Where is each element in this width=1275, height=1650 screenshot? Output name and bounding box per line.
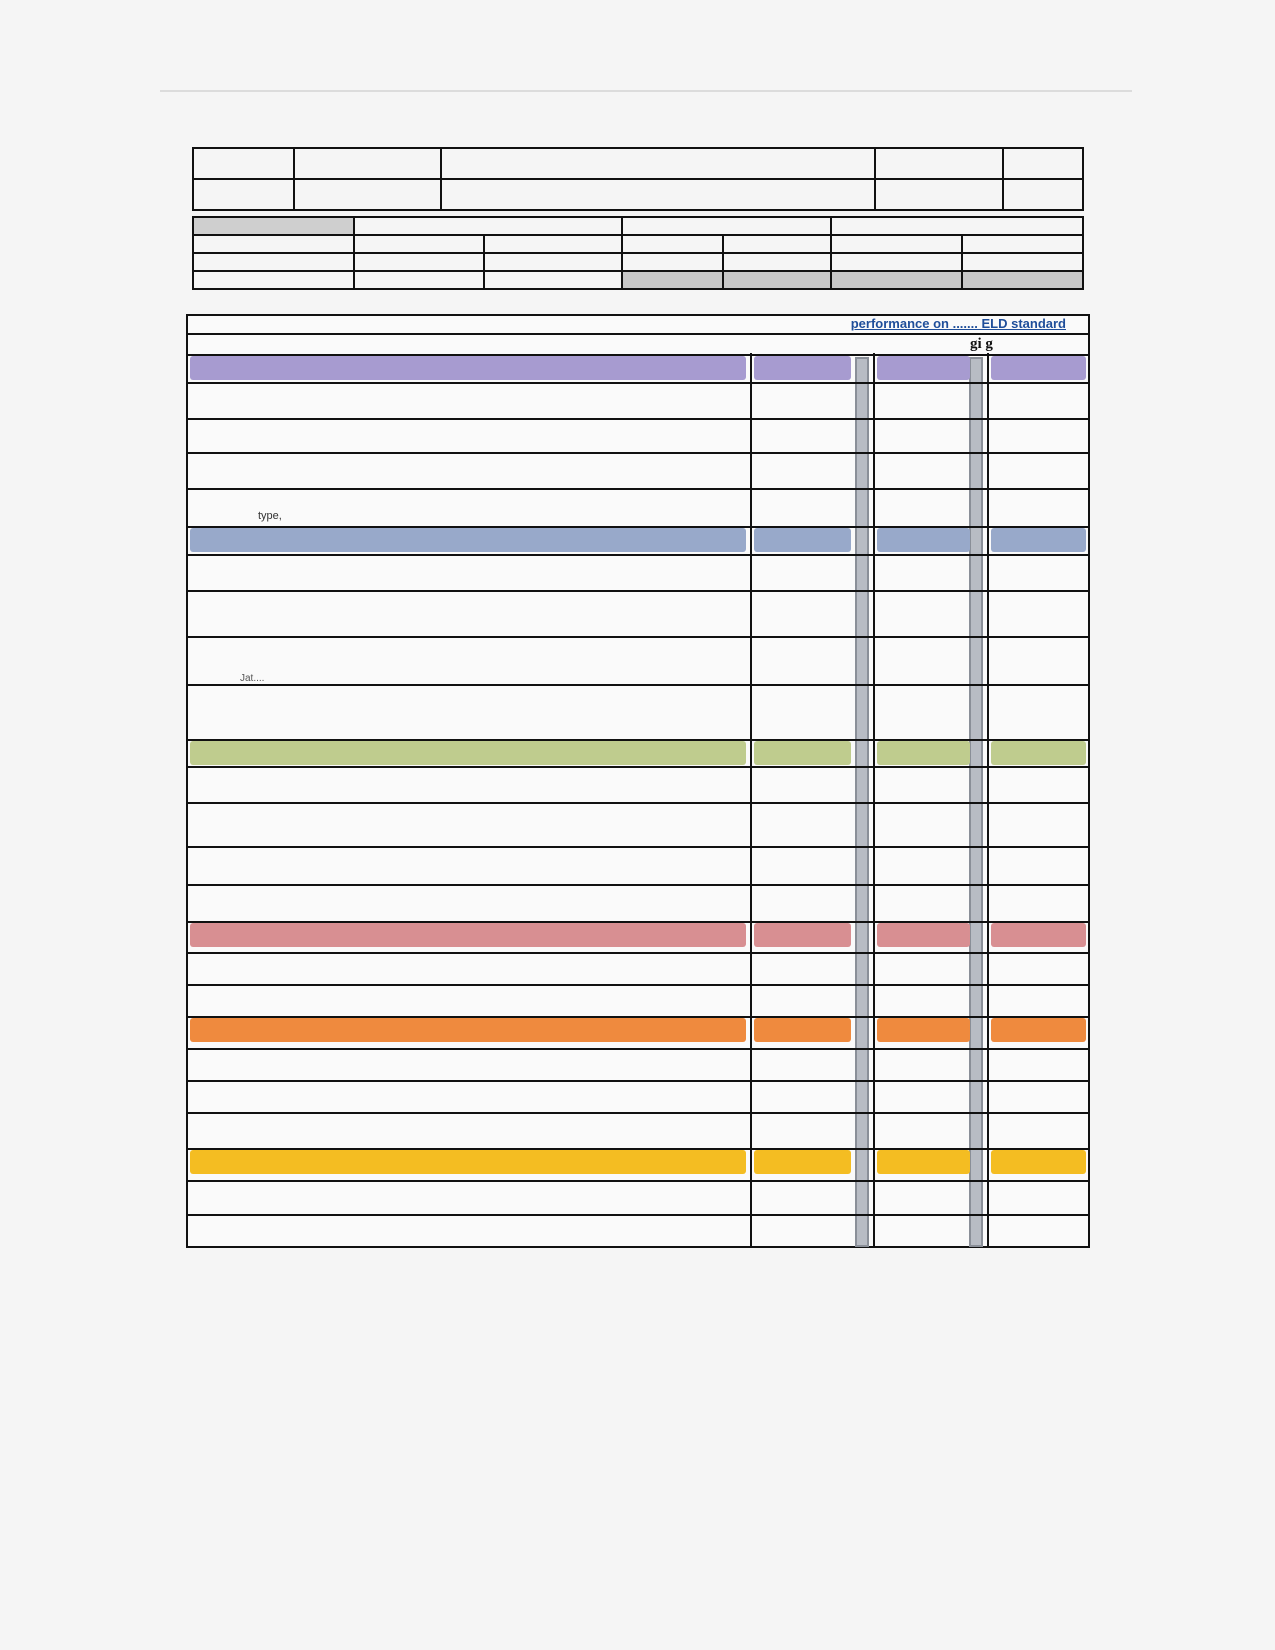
section-band-cell [877,528,970,552]
section-band-yellow [190,1150,746,1174]
info-cell [1003,148,1083,179]
row-divider [188,766,1088,768]
row-divider [188,382,1088,384]
section-band-blue [190,528,746,552]
section-band-cell [877,1150,970,1174]
standards-frame [186,314,1090,1248]
section-band-cell [754,1150,851,1174]
section-band-cell [991,1150,1086,1174]
info-cell [1003,179,1083,210]
score-cell [484,253,622,271]
info-cell [441,179,875,210]
info-table [192,147,1084,211]
section-band-cell [991,1018,1086,1042]
score-cell [962,253,1083,271]
info-cell [875,179,1002,210]
score-cell-shaded [962,271,1083,289]
info-cell [441,148,875,179]
score-cell [622,235,723,253]
section-band-cell [991,923,1086,947]
gig-label: gi g [970,336,993,352]
score-cell-shaded [723,271,830,289]
section-band-cell [877,356,970,380]
performance-label: performance on ....... ELD standard [850,316,1066,331]
row-divider [188,1148,1088,1150]
row-divider [188,739,1088,741]
score-cell [723,253,830,271]
row-divider [188,636,1088,638]
score-cell [831,235,962,253]
row-divider [188,1214,1088,1216]
section-band-cell [991,741,1086,765]
section-band-cell [754,356,851,380]
page-title-blurred [280,122,1040,136]
score-cell [484,235,622,253]
row-divider [188,354,1088,356]
partial-label: Jat.... [240,673,265,684]
row-divider [188,1112,1088,1114]
row-divider [188,846,1088,848]
score-cell [962,235,1083,253]
score-cell [354,271,484,289]
row-divider [188,418,1088,420]
score-cell [193,253,354,271]
section-band-cell [991,528,1086,552]
column-header-row [188,333,1088,355]
score-header-cell [831,217,1083,235]
row-divider [188,488,1088,490]
info-cell [193,179,294,210]
section-band-cell [754,741,851,765]
score-cell [723,235,830,253]
row-divider [188,984,1088,986]
row-divider [188,1016,1088,1018]
score-cell [354,235,484,253]
score-header-cell [354,217,622,235]
section-band-cell [991,356,1086,380]
row-divider [188,952,1088,954]
section-band-orange [190,1018,746,1042]
row-divider [188,1180,1088,1182]
section-band-cell [877,741,970,765]
score-table [192,216,1084,290]
section-band-cell [754,1018,851,1042]
info-cell [193,148,294,179]
row-divider [188,1048,1088,1050]
row-divider [188,554,1088,556]
row-divider [188,802,1088,804]
row-divider [188,590,1088,592]
row-divider [188,921,1088,923]
score-cell [484,271,622,289]
score-cell [831,253,962,271]
section-band-green [190,741,746,765]
score-cell-shaded [622,271,723,289]
type-label: type, [258,510,282,522]
score-cell [354,253,484,271]
score-cell [193,271,354,289]
section-band-cell [877,923,970,947]
score-header-cell [193,217,354,235]
section-band-purple [190,356,746,380]
info-cell [294,179,441,210]
row-divider [188,684,1088,686]
section-band-cell [754,923,851,947]
info-cell [294,148,441,179]
score-cell [622,253,723,271]
score-header-cell [622,217,831,235]
row-divider [188,452,1088,454]
info-cell [875,148,1002,179]
frame-title-row [188,316,1088,332]
row-divider [188,884,1088,886]
section-band-cell [877,1018,970,1042]
row-divider [188,1080,1088,1082]
section-band-cell [754,528,851,552]
score-cell-shaded [831,271,962,289]
score-cell [193,235,354,253]
row-divider [188,526,1088,528]
section-band-red [190,923,746,947]
header-rule [160,90,1132,92]
